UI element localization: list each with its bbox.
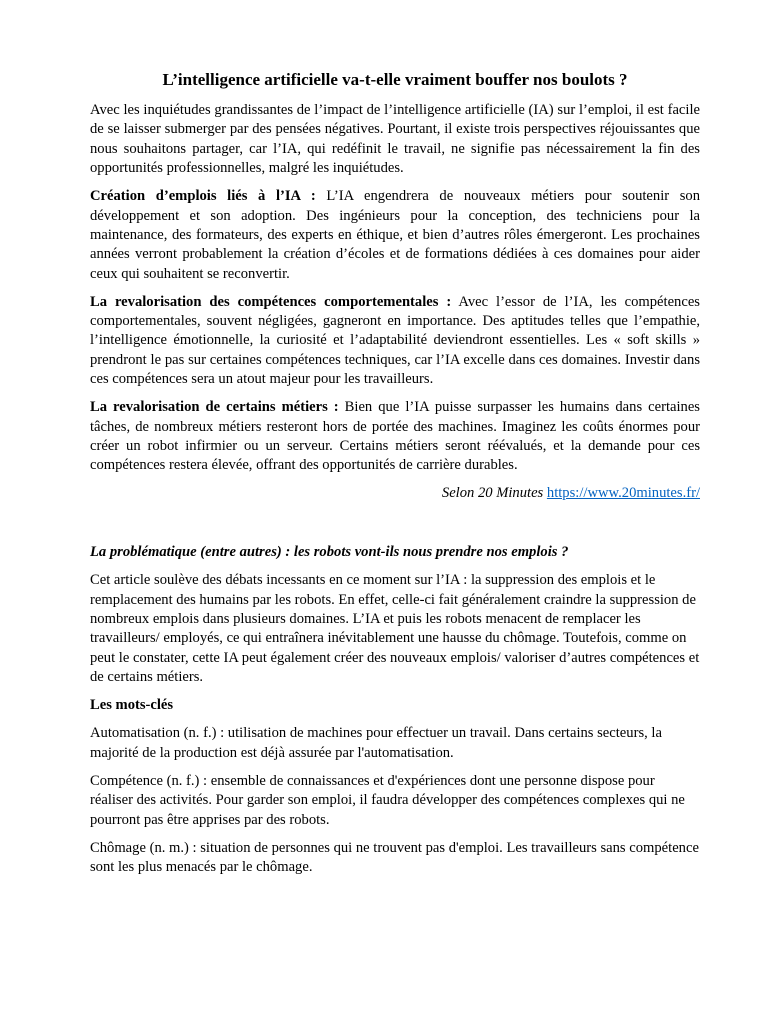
- section-text: Avec l’essor de l’IA, les compétences comportementales, souvent négligées, gagneront en importance. Des aptitudes telles que l’empathie, l’intelligence émotionnelle, la curiosité et l’adaptabilité deviendront essentielles. Les « soft skills » prendront le pas sur certaines compétences techniques, car l’IA excelle dans ces domaines. Investir dans ces compétences sera un atout majeur pour les travailleurs.: [90, 293, 700, 388]
- source-label: Selon 20 Minutes: [441, 485, 544, 502]
- document-title: L’intelligence artificielle va-t-elle vraiment bouffer nos boulots ?: [162, 70, 628, 89]
- spacer: [90, 504, 700, 543]
- section-heading: La revalorisation de certains métiers :: [90, 399, 339, 416]
- keyword-definition: Chômage (n. m.) : situation de personnes qui ne trouvent pas d'emploi. Les travailleurs sans compétence sont les plus menacés par le chômage.: [90, 839, 699, 875]
- section-heading: La revalorisation des compétences comportementales :: [90, 293, 452, 310]
- analysis-paragraph: Cet article soulève des débats incessants en ce moment sur l’IA : la suppression des emplois et le remplacement des humains par les robots. En effet, celle-ci fait généralement craindre la suppression de nombreux emplois dans plusieurs domaines. L’IA et puis les robots menacent de remplacer les travailleurs/ employés, ce qui entraînera inévitablement une hausse du chômage. Toutefois, comme on peut le constater, cette IA peut également créer des nouveaux emplois/ valoriser d’autres compétences et de certains métiers.: [90, 572, 700, 686]
- section-text: Bien que l’IA puisse surpasser les humains dans certaines tâches, de nombreux métiers resteront hors de portée des machines. Imaginez les coûts énormes pour créer un robot infirmier ou un serveur. Certains métiers seront réévalués, et la demande pour ces compétences restera élevée, offrant des opportunités de carrière durables.: [90, 399, 700, 474]
- keyword-definition: Compétence (n. f.) : ensemble de connaissances et d'expériences dont une personne dispose pour réaliser des activités. Pour garder son emploi, il faudra développer des compétences complexes qui ne pourront pas être apprises par des robots.: [90, 772, 685, 828]
- keywords-heading: Les mots-clés: [90, 697, 174, 714]
- section-text: L’IA engendrera de nouveaux métiers pour soutenir son développement et son adoption. Des ingénieurs pour la conception, des techniciens pour la maintenance, des formateurs, des experts en éthique, et bien d’autres rôles émergeront. Les prochaines années verront probablement la création d’écoles et de formations dédiées à ces domaines pour aider ceux qui souhaitent se reconvertir.: [90, 188, 700, 282]
- source-link[interactable]: https://www.20minutes.fr/: [546, 485, 700, 502]
- problem-question: La problématique (entre autres) : les robots vont-ils nous prendre nos emplois ?: [90, 543, 569, 560]
- keyword-definition: Automatisation (n. f.) : utilisation de machines pour effectuer un travail. Dans certains secteurs, la majorité de la production est déjà assurée par l'automatisation.: [90, 725, 662, 761]
- section-heading: Création d’emplois liés à l’IA :: [90, 188, 316, 205]
- intro-paragraph: Avec les inquiétudes grandissantes de l’impact de l’intelligence artificielle (IA) sur l’emploi, il est facile de se laisser submerger par des pensées négatives. Pourtant, il existe trois perspectives réjouissantes que nous souhaitons partager, car l’IA, qui redéfinit le travail, ne signifie pas nécessairement la fin des opportunités professionnelles, malgré les inquiétudes.: [90, 102, 700, 177]
- section-paragraph-jobs: [90, 187, 700, 284]
- section-paragraph-soft-skills: [90, 293, 700, 390]
- section-paragraph-professions: [90, 398, 700, 476]
- source-line: [90, 484, 700, 503]
